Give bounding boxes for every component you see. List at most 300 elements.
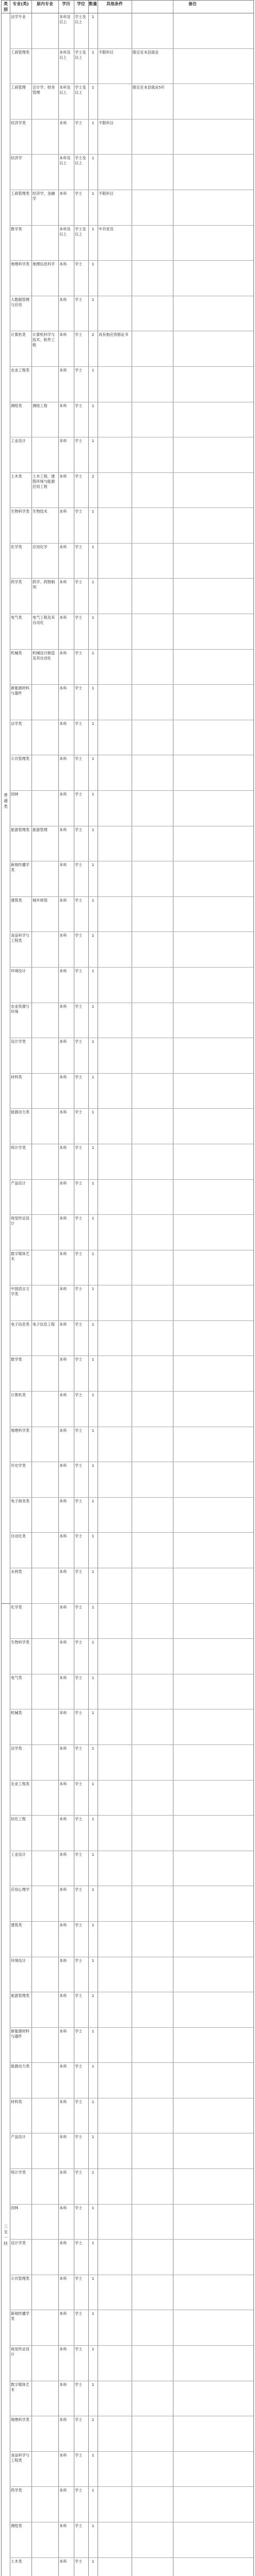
header-cell: 数量 <box>89 2 97 6</box>
table-cell-x: 本科 <box>59 297 67 302</box>
table-cell-o <box>33 2170 57 2203</box>
table-cell-m <box>133 1463 252 1496</box>
table-cell-s: 经济学类 <box>11 120 26 125</box>
table-cell-m <box>133 1181 252 1214</box>
table-cell-o <box>33 2382 57 2415</box>
table-cell-d: 学士 <box>75 1781 83 1786</box>
table-cell-o <box>33 1852 57 1885</box>
table-cell-c <box>99 1463 131 1496</box>
table-cell-o <box>33 2029 57 2062</box>
table-cell-s: 中国语言文学类 <box>11 1286 29 1297</box>
table-cell-m <box>133 1923 252 1956</box>
row-divider <box>10 2168 253 2169</box>
table-cell-c <box>99 368 131 401</box>
table-cell-o <box>33 969 57 1002</box>
row-divider <box>10 1921 253 1922</box>
table-cell-m <box>133 1216 252 1249</box>
table-cell-d: 学士 <box>75 968 83 973</box>
table-cell-d: 学士 <box>75 2134 83 2140</box>
row-divider <box>10 83 253 84</box>
table-cell-o <box>33 2417 57 2450</box>
table-cell-x: 本科 <box>59 1675 67 1680</box>
table-cell-s: 土木类 <box>11 2558 22 2564</box>
table-cell-c <box>99 1110 131 1143</box>
table-cell-n: 1 <box>91 1604 94 1609</box>
table-cell-d: 学士 <box>75 120 83 125</box>
table-cell-o: 药学、药物制剂 <box>33 580 55 590</box>
table-cell-n: 1 <box>91 1958 94 1963</box>
table-cell-c <box>99 2276 131 2309</box>
table-cell-c: 不限科目 <box>99 191 114 196</box>
table-cell-o <box>33 1286 57 1319</box>
table-cell-s: 药学类 <box>11 580 22 585</box>
table-cell-d: 学士 <box>75 2064 83 2069</box>
table-cell-d: 学士 <box>75 615 83 620</box>
table-cell-o: 应用化学 <box>33 544 47 549</box>
table-cell-s: 药学类 <box>11 2488 22 2493</box>
table-cell-s: 化学类 <box>11 544 22 549</box>
table-cell-c: 具有相应资格证书 <box>99 332 129 337</box>
table-cell-o: 旅游管理 <box>33 827 47 832</box>
table-cell-c <box>99 297 131 330</box>
table-cell-n: 1 <box>91 968 94 973</box>
table-cell-m <box>133 1357 252 1390</box>
table-cell-o <box>33 2523 57 2556</box>
table-cell-m <box>133 2134 252 2167</box>
table-cell-x: 本科 <box>59 580 67 585</box>
table-cell-s: 数字媒体艺术 <box>11 2382 29 2392</box>
table-cell-c: 不限科目 <box>99 120 114 125</box>
table-cell-d: 学士 <box>75 1640 83 1645</box>
header-cell: 类别 <box>4 2 8 12</box>
table-cell-c <box>99 615 131 648</box>
table-cell-n: 1 <box>91 1145 94 1150</box>
table-cell-s: 环境设计 <box>11 968 26 973</box>
table-cell-o <box>33 1075 57 1108</box>
table-cell-m <box>133 1322 252 1355</box>
table-cell-o <box>33 1569 57 1602</box>
table-cell-m <box>133 262 252 295</box>
table-cell-n: 1 <box>91 1817 94 1822</box>
table-cell-n: 1 <box>91 85 94 90</box>
header-cell: 其他条件 <box>106 2 123 6</box>
row-divider <box>10 1320 253 1321</box>
table-cell-c <box>99 262 131 295</box>
table-cell-n: 1 <box>91 226 94 231</box>
table-cell-d: 学士 <box>75 1286 83 1292</box>
table-cell-n: 1 <box>91 2488 94 2493</box>
table-cell-d: 学士 <box>75 2382 83 2387</box>
table-cell-o <box>33 2064 57 2097</box>
table-cell-s: 园林 <box>11 792 19 796</box>
table-cell-d: 学士 <box>75 1074 83 1079</box>
table-cell-d: 学士 <box>75 1216 83 1221</box>
table-cell-d: 学士 <box>75 367 83 372</box>
table-cell-n: 1 <box>91 1110 94 1115</box>
table-cell-c <box>99 1357 131 1390</box>
row-divider <box>10 967 253 968</box>
table-cell-c <box>99 438 131 471</box>
table-cell-x: 本科 <box>59 367 67 372</box>
table-cell-s: 电子信息类 <box>11 1321 29 1327</box>
table-cell-s: 新闻传播学类 <box>11 862 29 873</box>
table-cell-n: 1 <box>91 1498 94 1503</box>
table-cell-d: 学士 <box>75 332 83 337</box>
table-cell-d: 学士 <box>75 1145 83 1150</box>
table-cell-d: 学士 <box>75 1852 83 1857</box>
table-cell-n: 1 <box>91 933 94 938</box>
table-cell-c <box>99 2488 131 2521</box>
table-cell-x: 本科及以上 <box>59 226 71 236</box>
table-cell-s: 视觉传达设计 <box>11 1216 29 1226</box>
row-divider <box>10 1532 253 1533</box>
table-cell-c <box>99 1145 131 1178</box>
table-cell-d: 学士 <box>75 792 83 796</box>
table-cell-m <box>133 2170 252 2203</box>
table-cell-x: 本科 <box>59 721 67 726</box>
table-cell-m <box>133 509 252 542</box>
table-cell-o <box>33 2134 57 2167</box>
table-cell-m <box>133 1393 252 1426</box>
table-cell-s: 数学类 <box>11 1357 22 1362</box>
table-cell-o <box>33 1004 57 1037</box>
table-cell-c <box>99 1075 131 1108</box>
table-cell-s: 能源动力类 <box>11 2064 29 2069</box>
table-cell-n: 1 <box>91 2205 94 2210</box>
table-cell-n: 1 <box>91 1745 94 1751</box>
table-cell-m <box>133 792 252 825</box>
table-cell-d: 学士及以上 <box>75 85 86 95</box>
table-cell-m <box>133 121 252 154</box>
table-cell-o: 土木工程、建筑环境与能源应用工程 <box>33 473 55 489</box>
row-divider <box>10 649 253 650</box>
table-cell-x: 本科 <box>59 792 67 796</box>
table-cell-m <box>133 1004 252 1037</box>
table-cell-x: 本科 <box>59 1640 67 1645</box>
table-cell-n: 1 <box>91 1887 94 1892</box>
table-cell-x: 本科 <box>59 2099 67 2104</box>
table-cell-x: 本科 <box>59 191 67 196</box>
table-cell-c <box>99 827 131 860</box>
table-cell-n: 1 <box>91 2347 94 2351</box>
table-cell-m <box>133 474 252 507</box>
table-cell-d: 学士 <box>75 756 83 761</box>
table-cell-s: 旅游管理类 <box>11 827 29 832</box>
table-cell-x: 本科 <box>59 862 67 868</box>
table-cell-m <box>133 2417 252 2450</box>
table-cell-x: 本科 <box>59 1922 67 1927</box>
table-cell-n: 1 <box>91 1781 94 1786</box>
table-cell-m <box>133 862 252 895</box>
table-cell-m <box>133 2241 252 2274</box>
table-cell-o <box>33 1746 57 1779</box>
table-cell-m <box>133 1075 252 1108</box>
table-cell-x: 本科 <box>59 756 67 761</box>
table-cell-o <box>33 1817 57 1850</box>
table-cell-m <box>133 651 252 684</box>
table-cell-o <box>33 1675 57 1708</box>
table-cell-s: 计算机类 <box>11 1393 26 1398</box>
table-cell-c <box>99 898 131 931</box>
table-cell-s: 法学类 <box>11 1745 22 1751</box>
header-cell: 原内专业 <box>37 2 53 6</box>
table-cell-x: 本科及以上 <box>59 85 71 95</box>
table-cell-c <box>99 969 131 1002</box>
header-cell: 专业(类) <box>12 2 29 6</box>
table-cell-o <box>33 756 57 789</box>
table-cell-s: 产品设计 <box>11 1180 26 1185</box>
table-cell-o <box>33 2206 57 2239</box>
table-cell-o: 生物技术 <box>33 509 47 514</box>
table-cell-n: 1 <box>91 580 94 585</box>
table-cell-d: 学士 <box>75 721 83 726</box>
table-cell-n: 1 <box>91 1004 94 1009</box>
table-cell-x: 本科 <box>59 2205 67 2210</box>
table-cell-n: 1 <box>91 1180 94 1185</box>
table-cell-d: 学士 <box>75 1569 83 1574</box>
table-cell-d: 学士 <box>75 1710 83 1716</box>
table-cell-x: 本科 <box>59 1145 67 1150</box>
row-divider <box>10 790 253 791</box>
table-cell-n: 1 <box>91 262 94 267</box>
table-cell-s: 材料类 <box>11 2099 22 2104</box>
table-cell-m <box>133 297 252 330</box>
table-cell-x: 本科 <box>59 686 67 691</box>
table-cell-s: 机械类 <box>11 650 22 655</box>
table-cell-m <box>133 2276 252 2309</box>
table-cell-s: 轻化工程 <box>11 1817 26 1822</box>
table-cell-d: 学士及以上 <box>75 226 86 236</box>
table-cell-x: 本科 <box>59 2311 67 2316</box>
table-cell-m <box>133 1993 252 2026</box>
table-cell-c <box>99 1605 131 1638</box>
table-cell-d: 学士 <box>75 1675 83 1680</box>
table-cell-m <box>133 2206 252 2239</box>
table-cell-x: 本科 <box>59 473 67 479</box>
table-cell-o <box>33 686 57 719</box>
header-cell: 备注 <box>188 2 197 6</box>
table-cell-x: 本科 <box>59 332 67 337</box>
table-cell-s: 工业设计 <box>11 1852 26 1857</box>
table-cell-d: 学士 <box>75 2170 83 2175</box>
table-cell-x: 本科 <box>59 1357 67 1362</box>
table-cell-s: 建筑类 <box>11 897 22 903</box>
table-cell-n: 1 <box>91 792 94 796</box>
row-divider <box>10 1815 253 1816</box>
table-cell-c <box>99 2453 131 2486</box>
table-cell-n: 1 <box>91 2241 94 2246</box>
table-cell-x: 本科 <box>59 1110 67 1115</box>
table-cell-x: 本科 <box>59 1286 67 1292</box>
row-divider <box>10 1603 253 1604</box>
table-cell-n: 1 <box>91 544 94 549</box>
row-divider <box>10 2062 253 2063</box>
table-cell-m <box>133 1887 252 1920</box>
table-cell-d: 学士 <box>75 1357 83 1362</box>
table-cell-c <box>99 580 131 613</box>
table-cell-x: 本科 <box>59 1852 67 1857</box>
table-cell-n: 1 <box>91 1286 94 1292</box>
table-cell-d: 学士 <box>75 262 83 267</box>
column-divider <box>88 1 89 2576</box>
table-cell-o <box>33 1958 57 1991</box>
table-cell-o: 计算机科学与技术、软件工程 <box>33 332 55 348</box>
table-cell-n: 1 <box>91 1074 94 1079</box>
table-cell-n: 1 <box>91 1357 94 1362</box>
table-cell-o <box>33 1181 57 1214</box>
table-cell-m <box>133 332 252 365</box>
table-cell-x: 本科 <box>59 509 67 514</box>
table-cell-d: 学士 <box>75 1039 83 1044</box>
table-cell-c <box>99 1923 131 1956</box>
table-cell-c <box>99 1710 131 1743</box>
table-cell-s: 电气类 <box>11 1675 22 1680</box>
table-cell-d: 学士 <box>75 1922 83 1927</box>
table-cell-s: 地理科学类 <box>11 2417 29 2422</box>
table-cell-d: 学士 <box>75 686 83 691</box>
table-cell-c <box>99 85 131 118</box>
table-cell-m <box>133 2029 252 2062</box>
header-cell: 学历 <box>62 2 70 6</box>
table-cell-d: 学士 <box>75 473 83 479</box>
table-cell-m: 限定在本县就业5年 <box>133 85 165 90</box>
table-cell-d: 学士 <box>75 1004 83 1009</box>
table-cell-d: 学士 <box>75 1534 83 1539</box>
table-cell-x: 本科 <box>59 1463 67 1468</box>
table-cell-c <box>99 2241 131 2274</box>
table-cell-o <box>33 2099 57 2132</box>
table-cell-x: 本科 <box>59 2488 67 2493</box>
table-cell-d: 学士 <box>75 1393 83 1398</box>
table-cell-x: 本科 <box>59 1817 67 1822</box>
table-cell-o <box>33 1887 57 1920</box>
table-cell-m <box>133 580 252 613</box>
table-cell-o <box>33 1499 57 1532</box>
table-cell-c <box>99 156 131 189</box>
table-cell-s: 水利类 <box>11 1569 22 1574</box>
table-cell-n: 1 <box>91 2311 94 2316</box>
table-cell-c <box>99 1216 131 1249</box>
table-cell-n: 1 <box>91 897 94 903</box>
row-divider <box>10 1214 253 1215</box>
table-cell-o <box>33 1039 57 1072</box>
row-divider <box>10 1780 253 1781</box>
table-cell-c <box>99 1004 131 1037</box>
table-cell-o <box>33 1640 57 1673</box>
table-cell-o <box>33 2453 57 2486</box>
table-cell-o <box>33 2559 57 2576</box>
table-cell-n: 1 <box>91 686 94 691</box>
table-cell-x: 本科 <box>59 897 67 903</box>
row-divider <box>10 1179 253 1180</box>
table-cell-x: 本科 <box>59 1074 67 1079</box>
table-cell-n: 1 <box>91 1428 94 1433</box>
table-cell-o <box>33 50 57 83</box>
table-cell-s: 数字媒体艺术 <box>11 1251 29 1261</box>
table-cell-c <box>99 1958 131 1991</box>
table-cell-m <box>133 2453 252 2486</box>
row-divider <box>10 472 253 473</box>
table-cell-x: 本科 <box>59 1604 67 1609</box>
row-divider <box>10 260 253 261</box>
table-cell-o <box>33 1251 57 1284</box>
table-cell-s: 历史学类 <box>11 1463 26 1468</box>
table-cell-s: 生物科学类 <box>11 509 29 514</box>
table-cell-n: 1 <box>91 862 94 868</box>
table-cell-m <box>133 1958 252 1991</box>
table-cell-m <box>133 933 252 966</box>
table-cell-m <box>133 156 252 189</box>
table-cell-c <box>99 756 131 789</box>
table-cell-o <box>33 156 57 189</box>
table-cell-c <box>99 2170 131 2203</box>
table-cell-n: 1 <box>91 2276 94 2281</box>
row-divider <box>10 684 253 685</box>
table-cell-c <box>99 1640 131 1673</box>
table-cell-c <box>99 509 131 542</box>
table-cell-o <box>33 1534 57 1567</box>
table-cell-m <box>133 1428 252 1461</box>
table-cell-o <box>33 1428 57 1461</box>
table-cell-s: 数学类 <box>11 226 22 231</box>
table-cell-m <box>133 756 252 789</box>
table-cell-x: 本科 <box>59 1498 67 1503</box>
table-cell-c <box>99 1887 131 1920</box>
table-cell-m <box>133 1145 252 1178</box>
table-cell-d: 学士 <box>75 1428 83 1433</box>
table-cell-s: 材料类 <box>11 1074 22 1079</box>
table-cell-d: 学士 <box>75 2241 83 2246</box>
table-cell-n: 1 <box>91 2558 94 2564</box>
table-cell-x: 本科 <box>59 1745 67 1751</box>
table-cell-n: 1 <box>91 191 94 196</box>
table-cell-s: 农业工程类 <box>11 367 29 372</box>
table-cell-x: 本科 <box>59 1887 67 1892</box>
table-cell-s: 计算机类 <box>11 332 26 337</box>
table-cell-x: 本科 <box>59 2241 67 2246</box>
table-cell-x: 本科及以上 <box>59 49 71 60</box>
table-cell-o <box>33 1145 57 1178</box>
table-cell-x: 本科 <box>59 2170 67 2175</box>
row-divider <box>10 119 253 120</box>
table-cell-x: 本科 <box>59 2417 67 2422</box>
row-divider <box>10 896 253 897</box>
table-cell-n: 1 <box>91 1993 94 1998</box>
table-cell-d: 学士 <box>75 509 83 514</box>
table-cell-x: 本科 <box>59 1321 67 1327</box>
table-cell-m <box>133 1569 252 1602</box>
table-cell-n: 1 <box>91 1710 94 1716</box>
table-cell-o <box>33 1993 57 2026</box>
table-cell-d: 学士 <box>75 1251 83 1256</box>
table-cell-n: 1 <box>91 2452 94 2458</box>
table-cell-o <box>33 368 57 401</box>
table-cell-o <box>33 1393 57 1426</box>
table-cell-d: 学士 <box>75 1817 83 1822</box>
table-cell-x: 本科 <box>59 1710 67 1716</box>
table-cell-n: 1 <box>91 120 94 125</box>
table-cell-m <box>133 721 252 754</box>
table-cell-n: 1 <box>91 2417 94 2422</box>
table-cell-o: 经济学、金融学 <box>33 191 55 201</box>
table-cell-d: 学士 <box>75 403 83 408</box>
table-cell-o <box>33 1463 57 1496</box>
recruitment-table <box>1 0 254 2576</box>
table-cell-d: 学士及以上 <box>75 156 86 166</box>
row-divider <box>10 2557 253 2558</box>
table-cell-x: 本科 <box>59 2276 67 2281</box>
table-cell-c <box>99 1286 131 1319</box>
